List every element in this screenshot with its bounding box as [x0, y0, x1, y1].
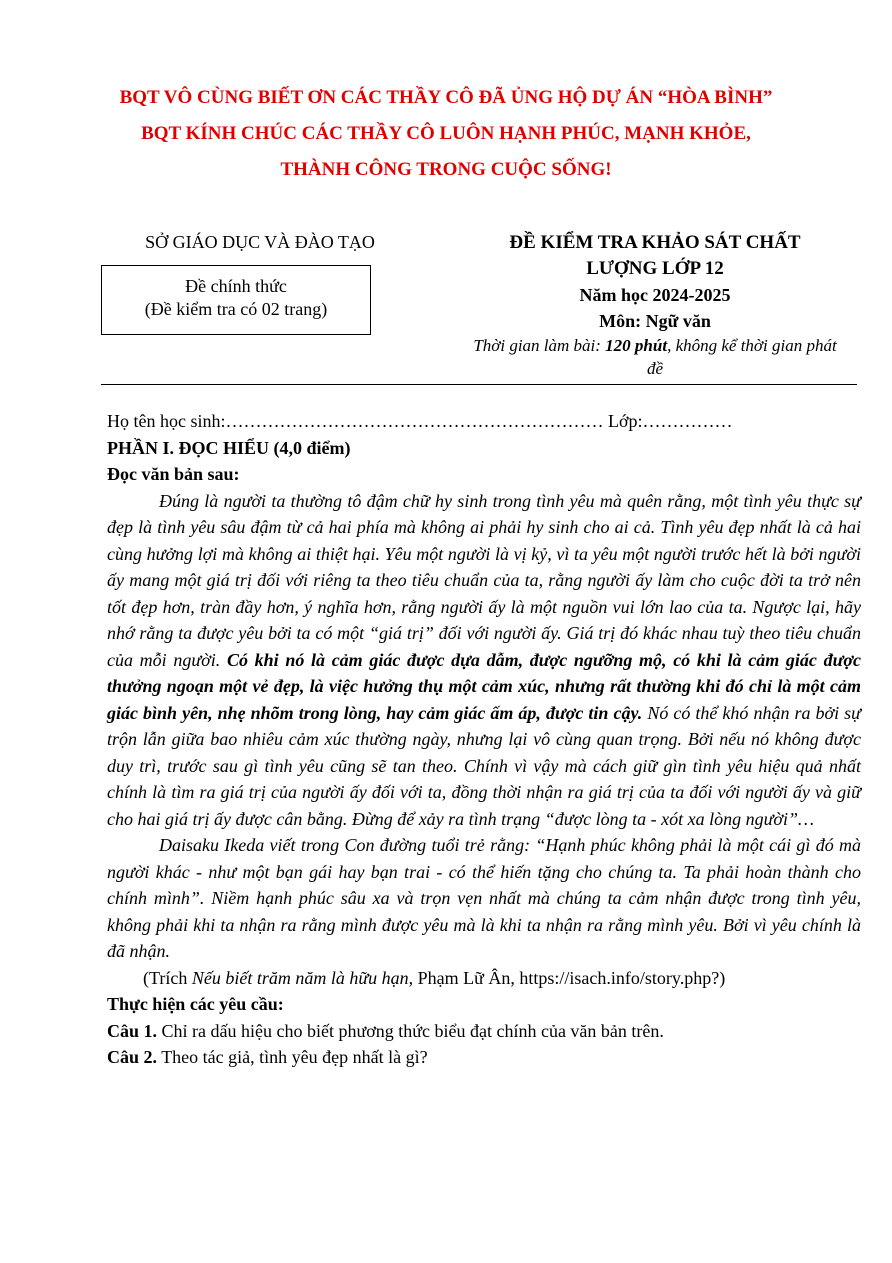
school-year: Năm học 2024-2025 [579, 285, 731, 305]
official-label: Đề chính thức [185, 276, 287, 296]
banner-line-1: BQT VÔ CÙNG BIẾT ƠN CÁC THẦY CÔ ĐÃ ỦNG HỘ DỰ ÁN “HÒA BÌNH” [119, 87, 773, 108]
exam-subject: Môn: Ngữ văn [599, 311, 711, 331]
passage-paragraph-2: Daisaku Ikeda viết trong Con đường tuổi trẻ rằng: “Hạnh phúc không phải là một cái gì đó mà người khác - như một bạn gái hay bạn trai - có thể hiến tặng cho chúng ta. Ta phải hoàn thành cho chính mình”. Niềm hạnh phúc sâu xa và trọn vẹn nhất mà chúng ta cảm nhận được trong tình yêu, không phải khi ta nhận ra rằng mình được yêu mà là khi ta nhận ra rằng mình yêu. Bởi vì yêu chính là đã nhận. [107, 835, 861, 961]
question-1 [107, 1018, 861, 1045]
tasks-heading: Thực hiện các yêu cầu: [107, 994, 284, 1014]
citation [107, 965, 861, 992]
exam-duration [455, 334, 855, 380]
passage-1-end: Nó có thể khó nhận ra bởi sự trộn lẫn giữa bao nhiêu cảm xúc thường ngày, nhưng lại vô cùng quan trọng. Bởi nếu nó không được duy trì, trước sau gì tình yêu cũng sẽ tan theo. Chính vì vậy mà cách giữ gìn tình yêu hiệu quả nhất chính là tìm ra giá trị của người ấy đối với ta, đồng thời nhận ra giá trị của ta đối với người ấy và giữ cho hai giá trị ấy được cân bằng. Đừng để xảy ra tình trạng “được lòng ta - xót xa lòng người”… [107, 702, 861, 829]
question-1-label: Câu 1. [107, 1020, 158, 1041]
page-count-note: (Đề kiểm tra có 02 trang) [144, 299, 328, 319]
official-exam-box [101, 265, 371, 335]
exam-title-line-2: LƯỢNG LỚP 12 [586, 258, 724, 279]
banner-line-2: BQT KÍNH CHÚC CÁC THẦY CÔ LUÔN HẠNH PHÚC, MẠNH KHỎE, [141, 123, 751, 144]
question-1-text: Chỉ ra dấu hiệu cho biết phương thức biểu đạt chính của văn bản trên. [157, 1020, 664, 1041]
reading-instruction: Đọc văn bản sau: [107, 464, 240, 484]
banner-line-3: THÀNH CÔNG TRONG CUỘC SỐNG! [280, 159, 612, 180]
citation-suffix: , Phạm Lữ Ân, https://isach.info/story.php?) [408, 967, 726, 988]
passage-1-emphasis: Có khi nó là cảm giác được dựa dẫm, được ngưỡng mộ, có khi là cảm giác được thưởng ngoạn một vẻ đẹp, là việc hưởng thụ một cảm xúc, nhưng rất thường khi đó chỉ là một cảm giác bình yên, nhẹ nhõm trong lòng, hay cảm giác ấm áp, được tin cậy. [107, 649, 861, 723]
passage-paragraph-1 [107, 488, 861, 833]
question-2-text: Theo tác giả, tình yêu đẹp nhất là gì? [157, 1047, 428, 1067]
header-divider [101, 384, 857, 385]
duration-value: 120 phút [605, 336, 668, 355]
department-name: SỞ GIÁO DỤC VÀ ĐÀO TẠO [145, 232, 375, 252]
student-info-line: Họ tên học sinh:……………………………………………………… Lớp:…………… [107, 411, 733, 431]
exam-info [455, 230, 855, 380]
citation-title: Nếu biết trăm năm là hữu hạn [191, 967, 409, 988]
duration-prefix: Thời gian làm bài: [473, 336, 606, 355]
duration-suffix: , không kể thời gian phát đề [646, 336, 837, 378]
exam-title-line-1: ĐỀ KIỂM TRA KHẢO SÁT CHẤT [509, 232, 801, 253]
question-2-label: Câu 2. [107, 1047, 158, 1067]
exam-body [107, 408, 861, 1071]
citation-prefix: (Trích [143, 967, 192, 988]
passage-1-start: Đúng là người ta thường tô đậm chữ hy sinh trong tình yêu mà quên rằng, một tình yêu thực sự đẹp là tình yêu sâu đậm từ cả hai phía mà không ai phải hy sinh cho ai cả. Tình yêu đẹp nhất là cả hai cùng hưởng lợi mà không ai thiệt hại. Yêu một người là vị kỷ, vì ta yêu một người trước hết là bởi người ấy mang một giá trị đối với riêng ta theo tiêu chuẩn của ta, rằng người ấy làm cho cuộc đời ta trở nên tốt đẹp hơn, tràn đầy hơn, ý nghĩa hơn, rằng người ấy là một nguồn vui lớn lao của ta. Ngược lại, hãy nhớ rằng ta được yêu bởi ta có một “giá trị” đối với người ấy. Giá trị đó khác nhau tuỳ theo tiêu chuẩn của mỗi người. [107, 490, 861, 670]
section-title: PHẦN I. ĐỌC HIỂU (4,0 điểm) [107, 437, 351, 458]
question-2 [107, 1044, 861, 1071]
